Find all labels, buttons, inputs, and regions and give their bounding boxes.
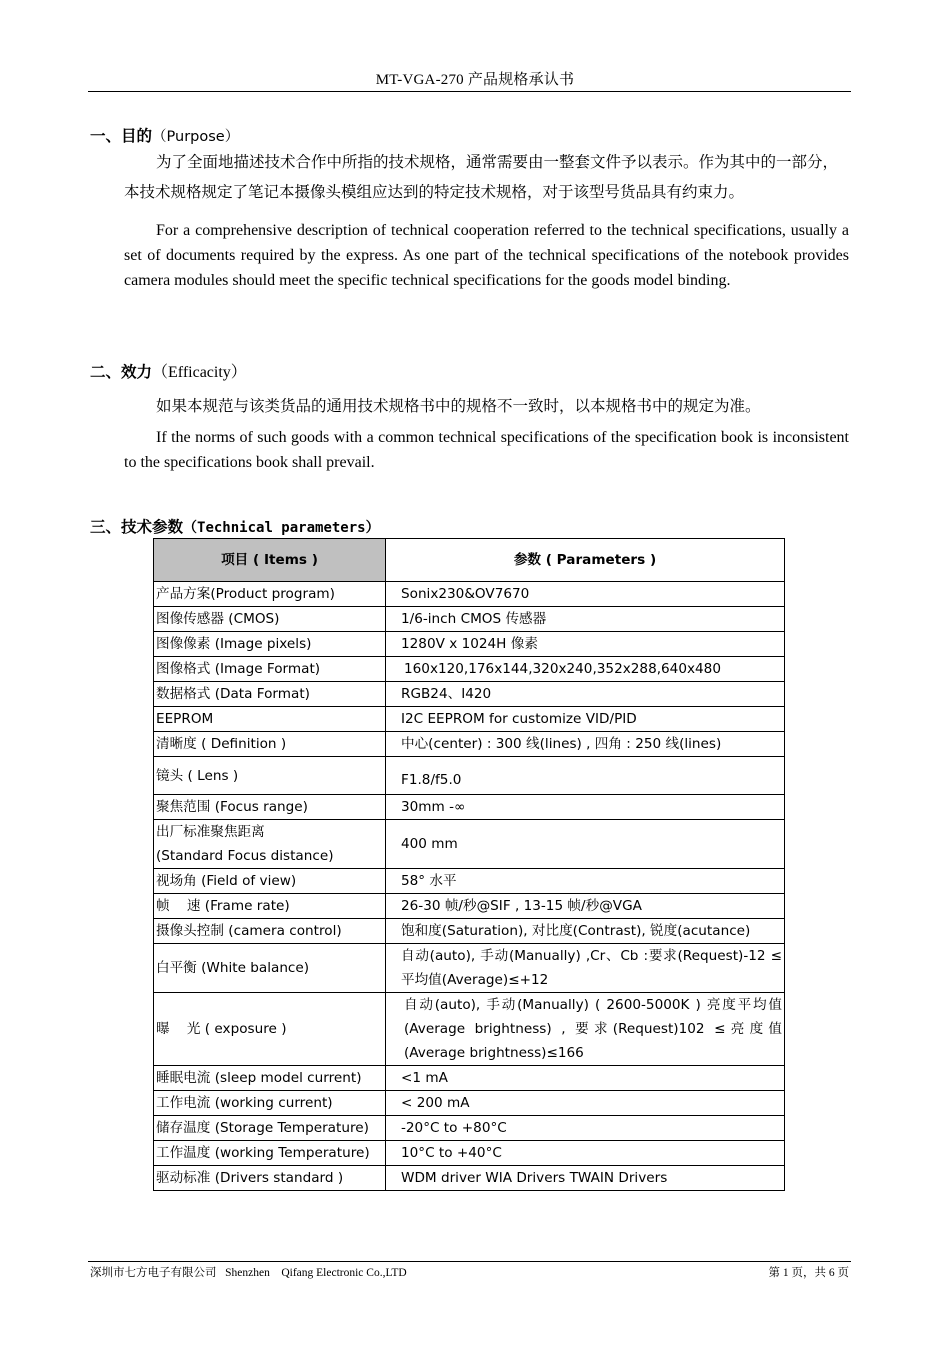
spec-item: 白平衡 (White balance) bbox=[154, 944, 386, 993]
table-row bbox=[154, 1141, 785, 1166]
spec-item: 数据格式 (Data Format) bbox=[154, 682, 386, 707]
spec-item: 产品方案(Product program) bbox=[154, 582, 386, 607]
table-row bbox=[154, 607, 785, 632]
spec-value: 自动(auto), 手动(Manually) ( 2600-5000K ) 亮度平均值(Average brightness) , 要求(Request)102 ≤亮度值(Average brightness)≤166 bbox=[386, 993, 785, 1066]
table-row bbox=[154, 707, 785, 732]
section-efficacity-heading bbox=[90, 359, 247, 382]
spec-item: 曝 光 ( exposure ) bbox=[154, 993, 386, 1066]
table-row bbox=[154, 1166, 785, 1191]
spec-item: 出厂标准聚焦距离 (Standard Focus distance) bbox=[154, 820, 386, 869]
spec-value: Sonix230&OV7670 bbox=[386, 582, 785, 607]
spec-value: I2C EEPROM for customize VID/PID bbox=[386, 707, 785, 732]
table-row bbox=[154, 919, 785, 944]
spec-item: 工作温度 (working Temperature) bbox=[154, 1141, 386, 1166]
spec-item: 驱动标准 (Drivers standard ) bbox=[154, 1166, 386, 1191]
spec-item: 清晰度 ( Definition ) bbox=[154, 732, 386, 757]
spec-table bbox=[153, 538, 785, 1191]
spec-value: 1/6-inch CMOS 传感器 bbox=[386, 607, 785, 632]
footer-page-number: 第 1 页，共 6 页 bbox=[768, 1267, 849, 1279]
spec-value: <1 mA bbox=[386, 1066, 785, 1091]
table-row bbox=[154, 1091, 785, 1116]
spec-value: 自动(auto), 手动(Manually) ,Cr、Cb :要求(Request)-12 ≤平均值(Average)≤+12 bbox=[386, 944, 785, 993]
table-row bbox=[154, 1066, 785, 1091]
header-rule bbox=[88, 91, 851, 92]
purpose-paragraph-cn: 为了全面地描述技术合作中所指的技术规格，通常需要由一整套文件予以表示。作为其中的一部分，本技术规格规定了笔记本摄像头模组应达到的特定技术规格，对于该型号货品具有约束力。 bbox=[124, 153, 839, 201]
section-params-heading-en: （Technical parameters） bbox=[183, 520, 380, 536]
spec-value: < 200 mA bbox=[386, 1091, 785, 1116]
table-row bbox=[154, 1116, 785, 1141]
section-purpose-heading bbox=[90, 124, 239, 146]
spec-value: -20°C to +80°C bbox=[386, 1116, 785, 1141]
spec-value: 10°C to +40°C bbox=[386, 1141, 785, 1166]
table-row bbox=[154, 894, 785, 919]
spec-item: 镜头 ( Lens ) bbox=[154, 757, 386, 795]
spec-value: 400 mm bbox=[386, 820, 785, 869]
spec-item: 帧 速 (Frame rate) bbox=[154, 894, 386, 919]
spec-item: 工作电流 (working current) bbox=[154, 1091, 386, 1116]
document-title: MT-VGA-270 产品规格承认书 bbox=[375, 72, 575, 88]
efficacity-paragraph-en: If the norms of such goods with a common technical specifications of the specification book is inconsistent to the specifications book shall prevail. bbox=[124, 429, 849, 471]
section-efficacity-heading-en: （Efficacity） bbox=[152, 364, 247, 381]
spec-value: WDM driver WIA Drivers TWAIN Drivers bbox=[386, 1166, 785, 1191]
spec-item: 视场角 (Field of view) bbox=[154, 869, 386, 894]
spec-table-header-row bbox=[154, 539, 785, 582]
spec-item: EEPROM bbox=[154, 707, 386, 732]
spec-item: 图像传感器 (CMOS) bbox=[154, 607, 386, 632]
section-purpose-heading-cn: 一、目的 bbox=[90, 127, 153, 145]
table-row bbox=[154, 682, 785, 707]
spec-value: F1.8/f5.0 bbox=[386, 757, 785, 795]
purpose-paragraph-en: For a comprehensive description of technical cooperation referred to the technical specifications, usually a set of documents required by the express. As one part of the technical specifications of the notebook provides camera modules should meet the specific technical specifications for the goods model binding. bbox=[124, 222, 849, 289]
efficacity-paragraph-cn: 如果本规范与该类货品的通用技术规格书中的规格不一致时，以本规格书中的规定为准。 bbox=[156, 397, 761, 415]
table-row bbox=[154, 732, 785, 757]
section-params-heading-cn: 三、技术参数 bbox=[90, 518, 184, 536]
table-row bbox=[154, 795, 785, 820]
spec-item: 图像格式 (Image Format) bbox=[154, 657, 386, 682]
spec-value: 58° 水平 bbox=[386, 869, 785, 894]
footer-rule bbox=[88, 1261, 851, 1262]
spec-value: 中心(center) : 300 线(lines) , 四角 : 250 线(lines) bbox=[386, 732, 785, 757]
spec-value: RGB24、I420 bbox=[386, 682, 785, 707]
table-row bbox=[154, 582, 785, 607]
spec-value: 26-30 帧/秒@SIF , 13-15 帧/秒@VGA bbox=[386, 894, 785, 919]
section-efficacity-heading-cn: 二、效力 bbox=[90, 363, 153, 381]
table-row bbox=[154, 993, 785, 1066]
table-row bbox=[154, 869, 785, 894]
section-purpose-heading-en: （Purpose） bbox=[152, 129, 240, 145]
spec-header-parameters: 参数 ( Parameters ) bbox=[386, 539, 785, 582]
table-row bbox=[154, 757, 785, 795]
spec-value: 饱和度(Saturation), 对比度(Contrast), 锐度(acutance) bbox=[386, 919, 785, 944]
spec-value: 1280V x 1024H 像素 bbox=[386, 632, 785, 657]
spec-value: 30mm -∞ bbox=[386, 795, 785, 820]
table-row bbox=[154, 657, 785, 682]
spec-value: 160x120,176x144,320x240,352x288,640x480 bbox=[386, 657, 785, 682]
table-row bbox=[154, 944, 785, 993]
spec-item: 聚焦范围 (Focus range) bbox=[154, 795, 386, 820]
spec-item: 图像像素 (Image pixels) bbox=[154, 632, 386, 657]
footer-company: 深圳市七方电子有限公司 Shenzhen Qifang Electronic Co.,LTD bbox=[90, 1267, 407, 1279]
table-row bbox=[154, 632, 785, 657]
spec-item: 储存温度 (Storage Temperature) bbox=[154, 1116, 386, 1141]
section-params-heading bbox=[90, 515, 380, 537]
spec-item: 摄像头控制 (camera control) bbox=[154, 919, 386, 944]
table-row bbox=[154, 820, 785, 869]
spec-header-items: 项目 ( Items ) bbox=[154, 539, 386, 582]
spec-item: 睡眠电流 (sleep model current) bbox=[154, 1066, 386, 1091]
